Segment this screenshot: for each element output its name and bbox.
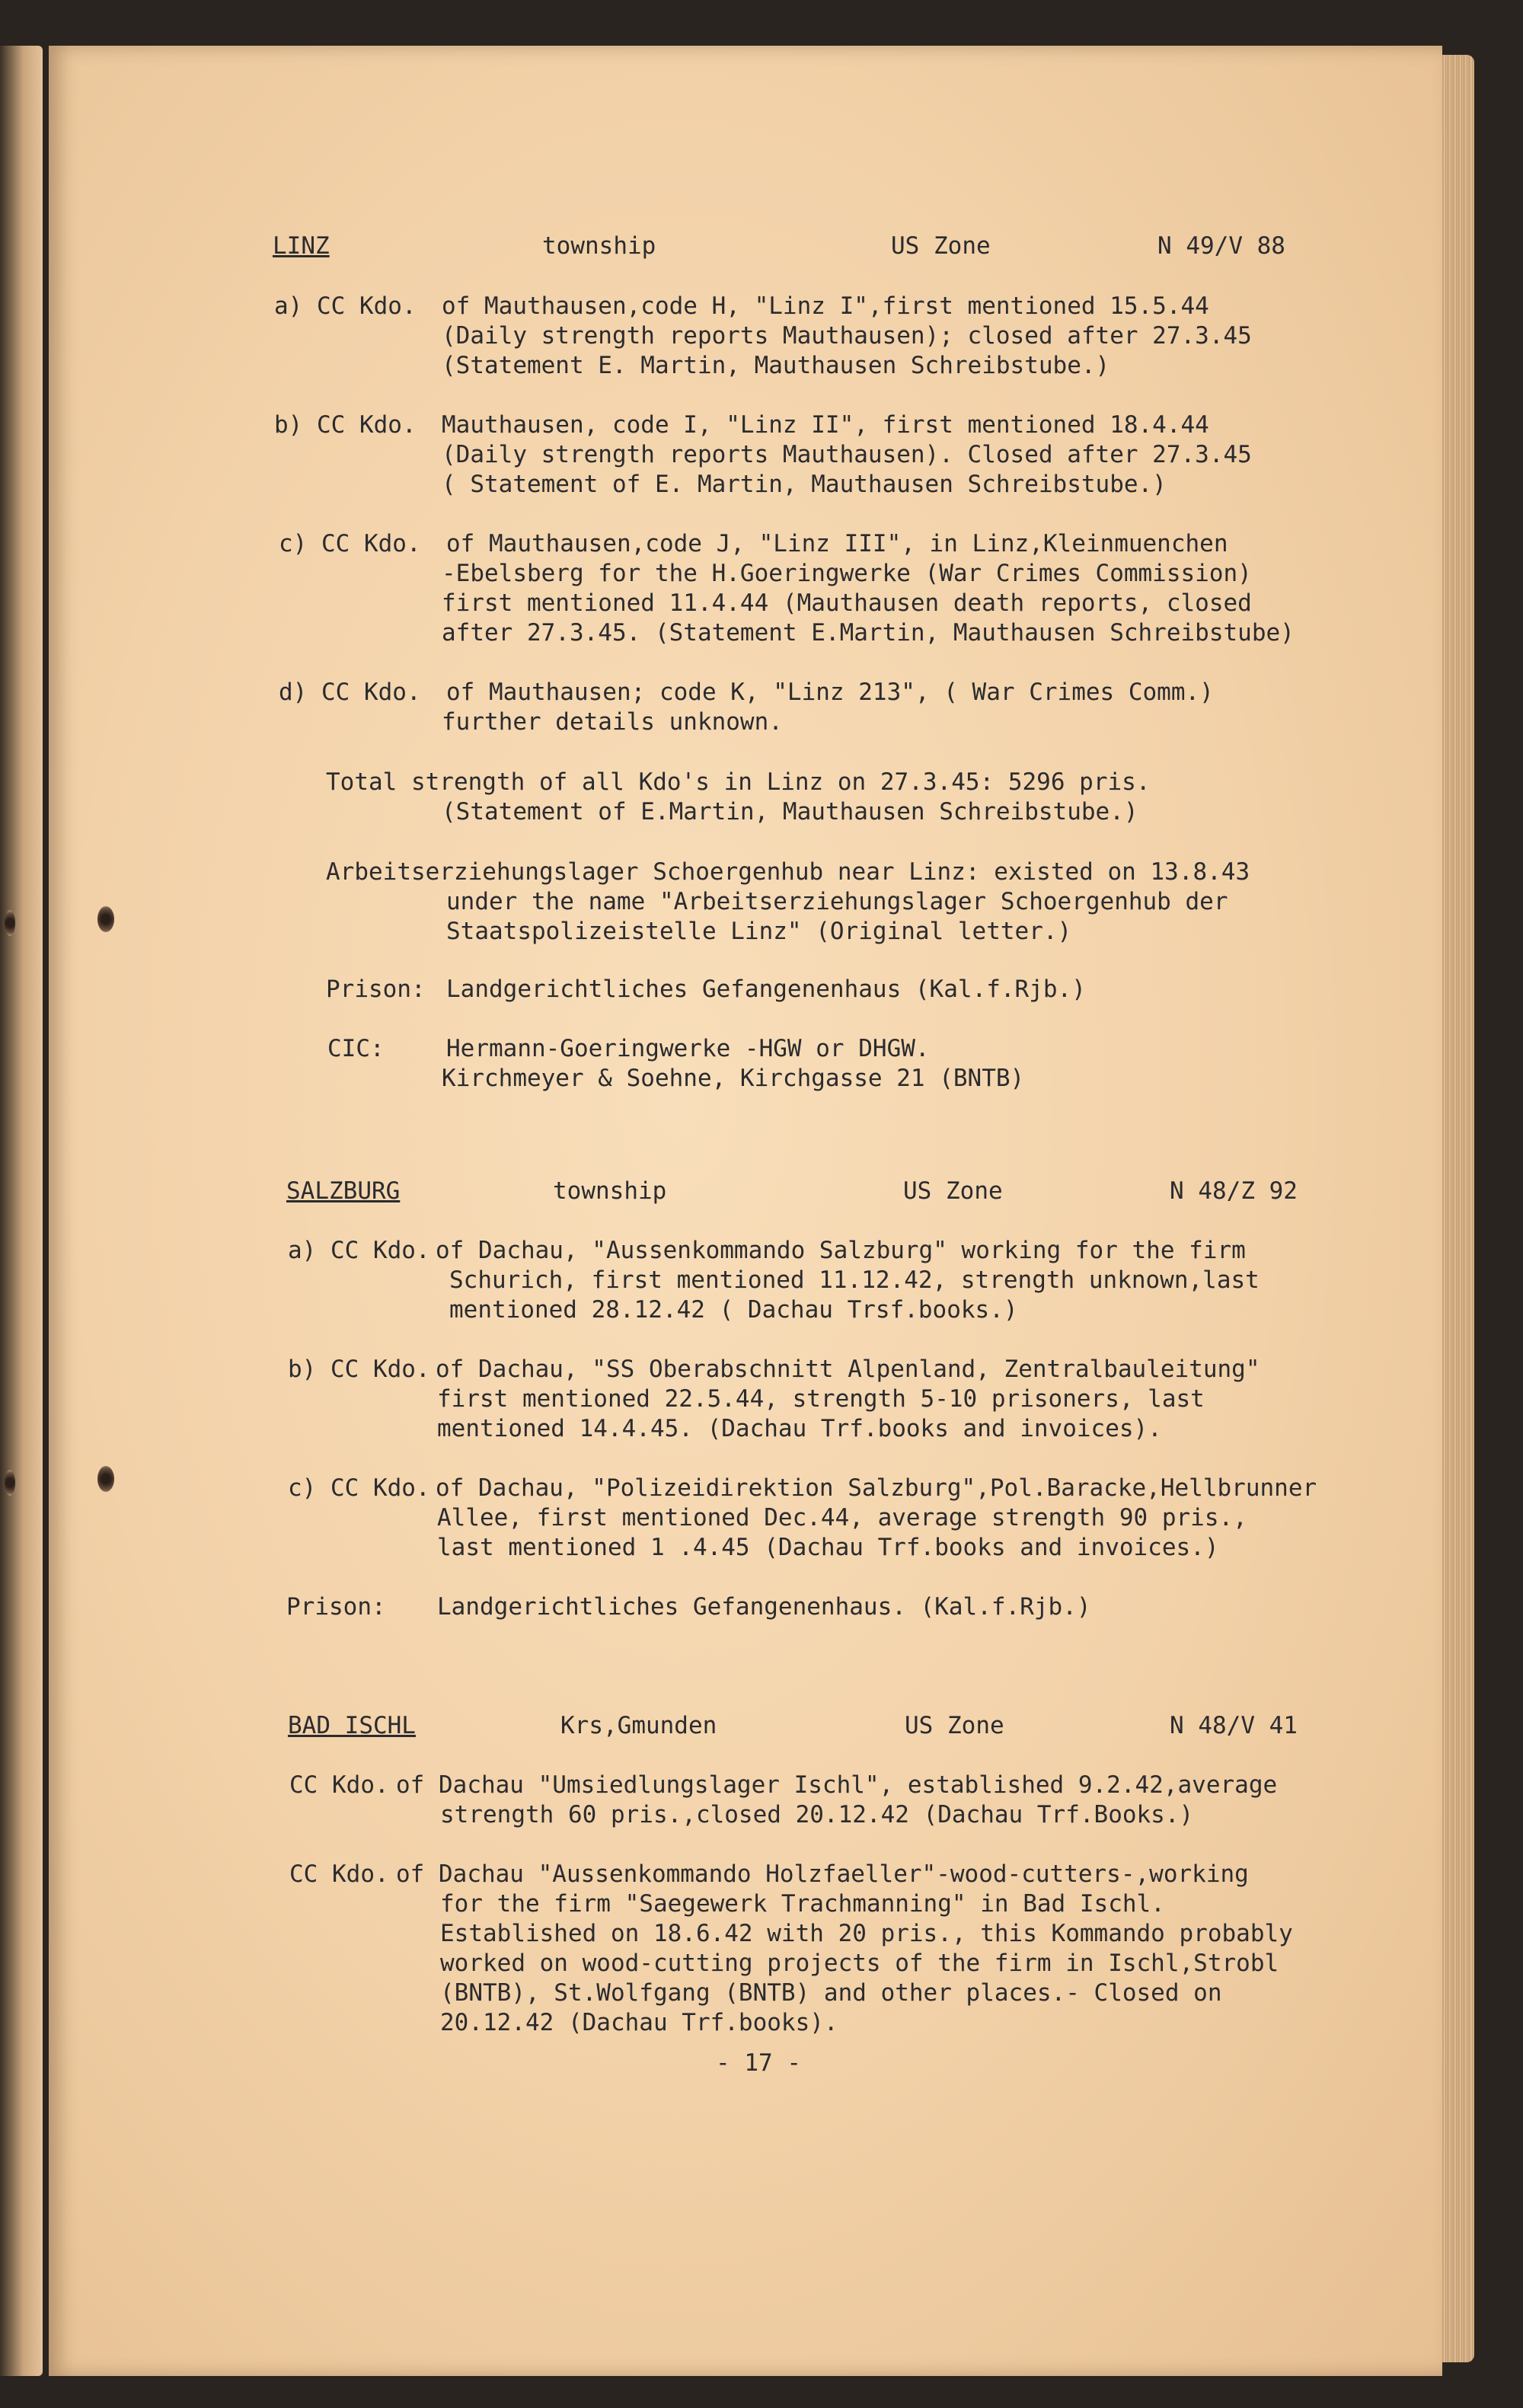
entry-line: first mentioned 11.4.44 (Mauthausen death reports, closed [442, 589, 1252, 617]
arbeit-line: under the name "Arbeitserziehungslager Schoergenhub der [446, 888, 1228, 915]
prison-label: Prison: [286, 1593, 386, 1621]
entry-line: (BNTB), St.Wolfgang (BNTB) and other places.- Closed on [440, 1979, 1222, 2007]
entry-line: of Dachau, "SS Oberabschnitt Alpenland, Zentralbauleitung" [436, 1356, 1260, 1383]
section-place: BAD ISCHL [288, 1712, 416, 1739]
prison-text: Landgerichtliches Gefangenenhaus (Kal.f.Rjb.) [446, 976, 1086, 1003]
section-place: LINZ [273, 232, 330, 260]
entry-line: 20.12.42 (Dachau Trf.books). [440, 2009, 838, 2036]
entry-line: after 27.3.45. (Statement E.Martin, Mauthausen Schreibstube) [442, 619, 1295, 647]
entry-label: a) CC Kdo. [274, 292, 417, 320]
entry-line: Established on 18.6.42 with 20 pris., this Kommando probably [440, 1920, 1293, 1947]
section-zone: US Zone [905, 1712, 1004, 1739]
entry-line: strength 60 pris.,closed 20.12.42 (Dachau Trf.Books.) [440, 1801, 1194, 1828]
prison-text: Landgerichtliches Gefangenenhaus. (Kal.f.Rjb.) [437, 1593, 1091, 1621]
entry-line: of Dachau, "Polizeidirektion Salzburg",Pol.Baracke,Hellbrunner [436, 1474, 1317, 1502]
entry-line: (Statement E. Martin, Mauthausen Schreibstube.) [442, 352, 1110, 379]
entry-line: ( Statement of E. Martin, Mauthausen Schreibstube.) [442, 471, 1167, 498]
section-zone: US Zone [891, 232, 991, 260]
entry-label: b) CC Kdo. [274, 411, 417, 439]
entry-label: CC Kdo. [289, 1860, 389, 1888]
entry-line: of Mauthausen; code K, "Linz 213", ( War Crimes Comm.) [446, 679, 1214, 706]
section-zone: US Zone [903, 1177, 1003, 1205]
entry-line: mentioned 14.4.45. (Dachau Trf.books and invoices). [437, 1415, 1162, 1442]
entry-line: of Mauthausen,code J, "Linz III", in Linz,Kleinmuenchen [446, 530, 1228, 557]
section-type: township [542, 232, 656, 260]
cic-line: Kirchmeyer & Soehne, Kirchgasse 21 (BNTB) [442, 1065, 1025, 1092]
section-ref: N 48/Z 92 [1170, 1177, 1298, 1205]
section-type: township [553, 1177, 667, 1205]
entry-label: b) CC Kdo. [288, 1356, 430, 1383]
entry-line: (Daily strength reports Mauthausen); closed after 27.3.45 [442, 322, 1252, 350]
entry-line: mentioned 28.12.42 ( Dachau Trsf.books.) [449, 1296, 1018, 1324]
entry-label: d) CC Kdo. [279, 679, 421, 706]
cic-label: CIC: [327, 1035, 385, 1062]
entry-line: worked on wood-cutting projects of the firm in Ischl,Strobl [440, 1950, 1279, 1977]
entry-line: of Dachau "Aussenkommando Holzfaeller"-wood-cutters-,working [396, 1860, 1249, 1888]
section-type: Krs,Gmunden [560, 1712, 717, 1739]
arbeit-line: Arbeitserziehungslager Schoergenhub near Linz: existed on 13.8.43 [326, 858, 1250, 886]
entry-line: for the firm "Saegewerk Trachmanning" in Bad Ischl. [440, 1890, 1165, 1918]
section-place: SALZBURG [286, 1177, 401, 1205]
entry-line: Allee, first mentioned Dec.44, average strength 90 pris., [437, 1504, 1247, 1531]
entry-line: of Dachau, "Aussenkommando Salzburg" working for the firm [436, 1237, 1246, 1264]
entry-line: of Dachau "Umsiedlungslager Ischl", established 9.2.42,average [396, 1771, 1278, 1799]
entry-label: a) CC Kdo. [288, 1237, 430, 1264]
section-ref: N 48/V 41 [1170, 1712, 1298, 1739]
entry-line: Schurich, first mentioned 11.12.42, strength unknown,last [449, 1266, 1260, 1294]
entry-line: further details unknown. [442, 708, 783, 736]
page-number: - 17 - [716, 2049, 801, 2077]
total-strength: Total strength of all Kdo's in Linz on 27.3.45: 5296 pris. [326, 768, 1151, 796]
entry-line: Mauthausen, code I, "Linz II", first mentioned 18.4.44 [442, 411, 1209, 439]
section-ref: N 49/V 88 [1157, 232, 1285, 260]
entry-line: last mentioned 1 .4.45 (Dachau Trf.books and invoices.) [437, 1534, 1219, 1561]
entry-label: c) CC Kdo. [279, 530, 421, 557]
entry-line: of Mauthausen,code H, "Linz I",first mentioned 15.5.44 [442, 292, 1209, 320]
arbeit-line: Staatspolizeistelle Linz" (Original letter.) [446, 918, 1072, 945]
cic-line: Hermann-Goeringwerke -HGW or DHGW. [446, 1035, 930, 1062]
entry-line: first mentioned 22.5.44, strength 5-10 prisoners, last [437, 1385, 1205, 1413]
entry-label: CC Kdo. [289, 1771, 389, 1799]
entry-line: (Daily strength reports Mauthausen). Closed after 27.3.45 [442, 441, 1252, 468]
entry-label: c) CC Kdo. [288, 1474, 430, 1502]
total-strength-source: (Statement of E.Martin, Mauthausen Schreibstube.) [442, 798, 1138, 826]
prison-label: Prison: [326, 976, 426, 1003]
entry-line: -Ebelsberg for the H.Goeringwerke (War Crimes Commission) [442, 560, 1252, 587]
